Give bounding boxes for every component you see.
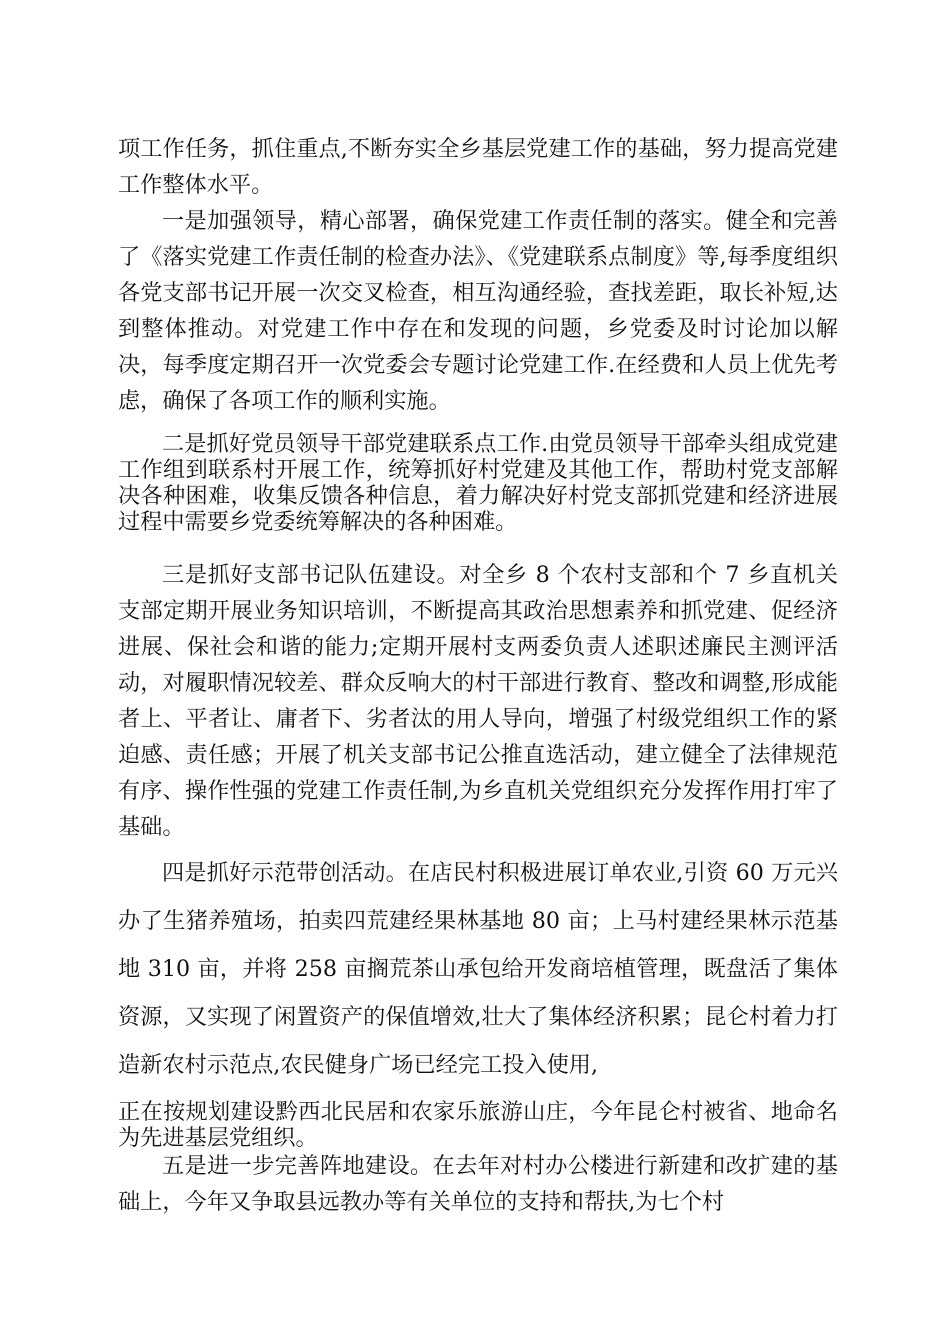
body-paragraph: 正在按规划建设黔西北民居和农家乐旅游山庄，今年昆仑村被省、地命名为先进基层党组织。 [118,1099,838,1151]
paragraph-point-two [118,431,838,535]
paragraph-point-three [118,557,838,845]
body-paragraph: 二是抓好党员领导干部党建联系点工作.由党员领导干部牵头组成党建工作组到联系村开展工作，统筹抓好村党建及其他工作，帮助村党支部解决各种困难，收集反馈各种信息，着力解决好村党支部抓党建和经济进展过程中需要乡党委统筹解决的各种困难。 [118,431,838,535]
body-paragraph: 五是进一步完善阵地建设。在去年对村办公楼进行新建和改扩建的基础上，今年又争取县远教办等有关单位的支持和帮扶,为七个村 [118,1153,838,1215]
paragraph-intro-continuation [118,131,838,203]
body-paragraph: 一是加强领导，精心部署，确保党建工作责任制的落实。健全和完善了《落实党建工作责任制的检查办法》、《党建联系点制度》等,每季度组织各党支部书记开展一次交叉检查，相互沟通经验，查找差距，取长补短,达到整体推动。对党建工作中存在和发现的问题，乡党委及时讨论加以解决，每季度定期召开一次党委会专题讨论党建工作.在经费和人员上优先考虑，确保了各项工作的顺利实施。 [118,208,838,414]
paragraph-point-five [118,1148,838,1220]
body-paragraph: 三是抓好支部书记队伍建设。对全乡 8 个农村支部和个 7 乡直机关支部定期开展业务知识培训，不断提高其政治思想素养和抓党建、促经济进展、保社会和谐的能力;定期开展村支两委负责人述职述廉民主测评活动，对履职情况较差、群众反响大的村干部进行教育、整改和调整,形成能者上、平者让、庸者下、劣者汰的用人导向，增强了村级党组织工作的紧迫感、责任感；开展了机关支部书记公推直选活动，建立健全了法律规范有序、操作性强的党建工作责任制,为乡直机关党组织充分发挥作用打牢了基础。 [118,562,838,840]
body-paragraph: 四是抓好示范带创活动。在店民村积极进展订单农业,引资 60 万元兴办了生猪养殖场，拍卖四荒建经果林基地 80 亩；上马村建经果林示范基地 310 亩，并将 258 亩搁荒茶山承包给开发商培植管理，既盘活了集体资源，又实现了闲置资产的保值增效,壮大了集体经济积累；昆仑村着力打造新农村示范点,农民健身广场已经完工投入使用, [118,860,838,1078]
body-paragraph: 项工作任务，抓住重点,不断夯实全乡基层党建工作的基础，努力提高党建工作整体水平。 [118,136,838,198]
paragraph-point-four [118,849,838,1089]
paragraph-point-four-continued [118,1099,838,1151]
paragraph-point-one [118,203,838,419]
